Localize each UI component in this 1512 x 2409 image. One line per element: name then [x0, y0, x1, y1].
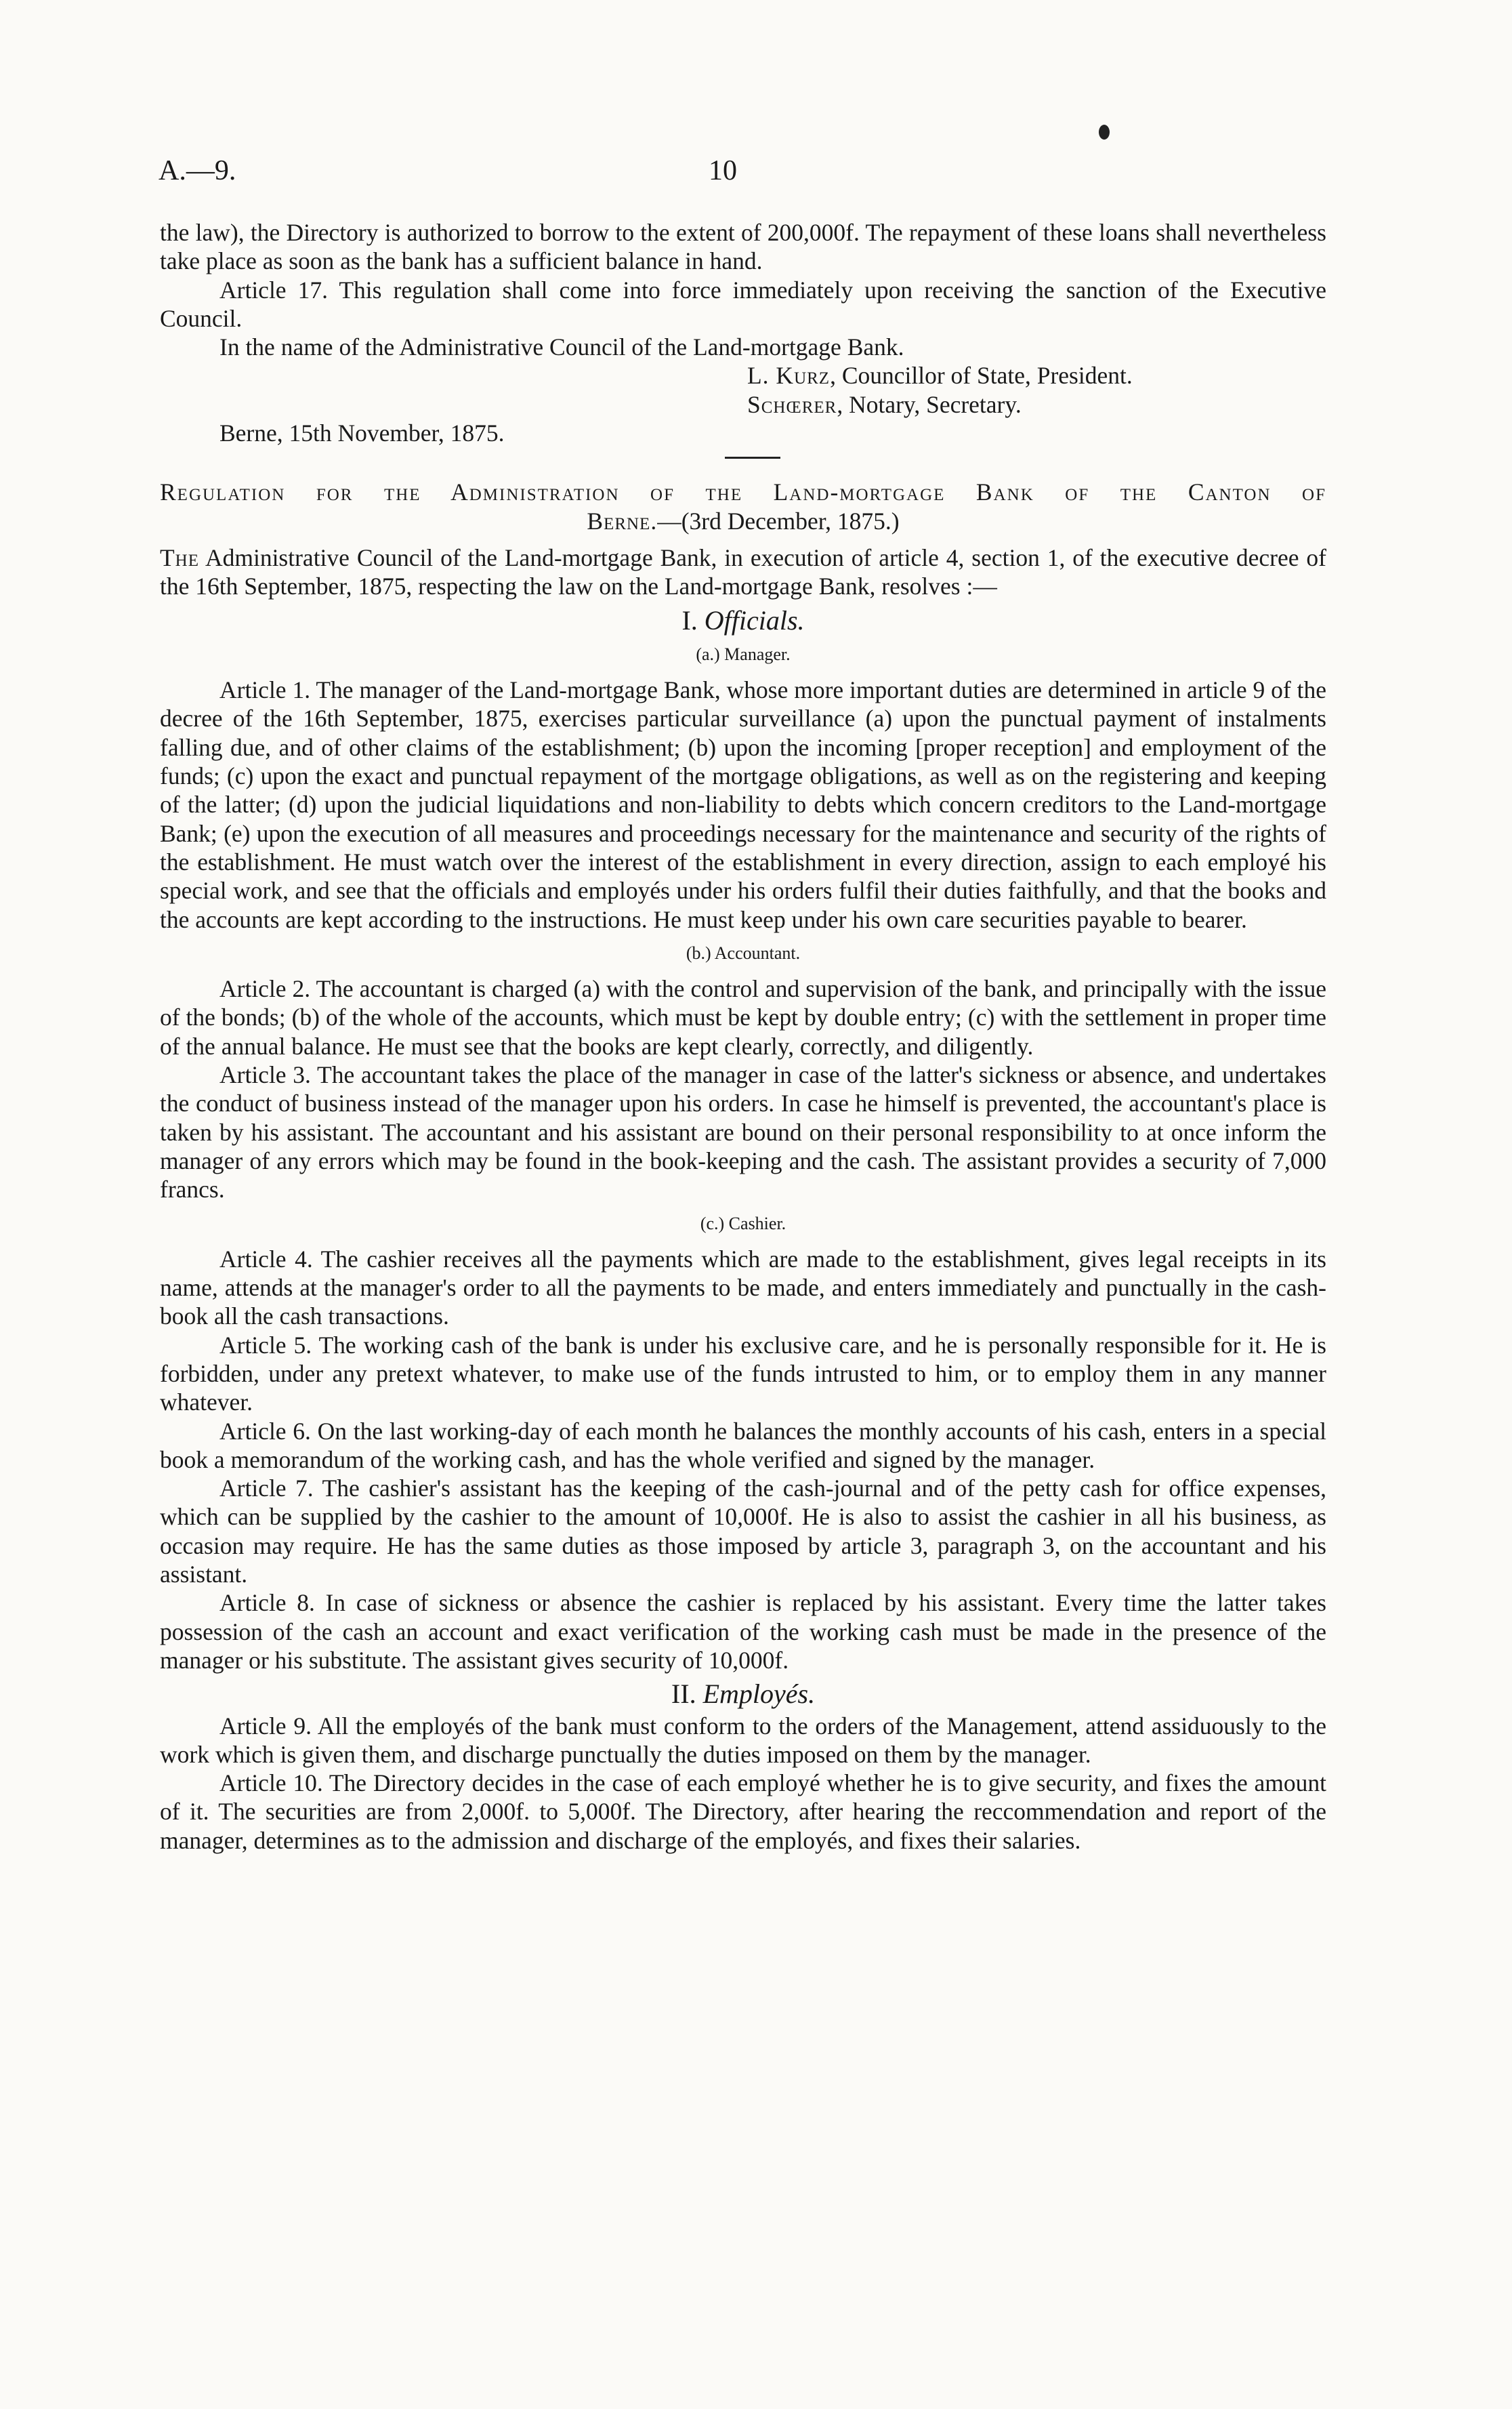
president-name: L. Kurz [747, 362, 831, 390]
regulation-title: Regulation for the Administration of the Land-mortgage Bank of the Canton of [160, 478, 1326, 506]
subheading-accountant: (b.) Accountant. [686, 943, 801, 963]
signature-date: Berne, 15th November, 1875. [219, 419, 505, 447]
signature-president [160, 361, 1326, 390]
regulation-title-canton: Berne. [587, 507, 658, 535]
article-8: Article 8. In case of sickness or absence the cashier is replaced by his assistant. Every time the latter takes possession of the cash an account and exact verification of the working cash must be made in the presence of the manager or his substitute. The assistant gives security of 10,000f. [160, 1589, 1326, 1674]
regulation-title-line2 [160, 507, 1326, 535]
signature-in-the-name: In the name of the Administrative Council of the Land-mortgage Bank. [219, 333, 904, 361]
page-number: 10 [709, 155, 737, 186]
page-body [160, 218, 1326, 1855]
president-title: , Councillor of State, President. [830, 362, 1133, 390]
section-title: Officials. [704, 604, 805, 636]
page-header [159, 155, 1337, 195]
regulation-preamble [160, 543, 1326, 601]
paper-reference: A.—9. [159, 155, 236, 186]
subheading-cashier: (c.) Cashier. [700, 1213, 786, 1233]
article-6: Article 6. On the last working-day of each month he balances the monthly accounts of his cash, enters in a special book a memorandum of the working cash, and has the whole verified and signed by the manager. [160, 1417, 1326, 1473]
article-7: Article 7. The cashier's assistant has the keeping of the cash-journal and of the petty cash for office expenses, which can be supplied by the cashier to the amount of 10,000f. He is also to assist the cashier in all his business, as occasion may require. He has the same duties as those imposed by article 3, paragraph 3, on the accountant and his assistant. [160, 1475, 1326, 1588]
secretary-title: , Notary, Secretary. [837, 390, 1022, 418]
regulation-title-date: —(3rd December, 1875.) [657, 507, 900, 535]
continued-paragraph: the law), the Directory is authorized to borrow to the extent of 200,000f. The repayment of these loans shall nevertheless take place as soon as the bank has a sufficient balance in hand. [160, 219, 1326, 275]
article-4: Article 4. The cashier receives all the payments which are made to the establishment, gives legal receipts in its name, attends at the manager's order to all the payments to be made, and enters immediately and punctually in the cash-book all the cash transactions. [160, 1245, 1326, 1330]
ink-dot [1099, 125, 1110, 140]
section-heading-employes [160, 1680, 1326, 1708]
section-numeral: I. [681, 604, 698, 636]
article-10: Article 10. The Directory decides in the case of each employé whether he is to give security, and fixes the amount of it. The securities are from 2,000f. to 5,000f. The Directory, after hearing the reccommendation and report of the manager, determines as to the admission and discharge of the employés, and fixes their salaries. [160, 1769, 1326, 1854]
section-numeral: II. [671, 1679, 696, 1710]
section-heading-officials [160, 606, 1326, 635]
article-3: Article 3. The accountant takes the place of the manager in case of the latter's sickness or absence, and undertakes the conduct of business instead of the manager upon his orders. In case he himself is prevented, the accountant's place is taken by his assistant. The accountant and his assistant are bound on their personal responsibility to at once inform the manager of any errors which may be found in the book-keeping and the cash. The assistant provides a security of 7,000 francs. [160, 1061, 1326, 1203]
preamble-lead: The [160, 543, 200, 571]
preamble-text: Administrative Council of the Land-mortgage Bank, in execution of article 4, section 1, of the executive decree of the 16th September, 1875, respecting the law on the Land-mortgage Bank, resolves :— [160, 543, 1326, 600]
article-2: Article 2. The accountant is charged (a) with the control and supervision of the bank, and principally with the issue of the bonds; (b) of the whole of the accounts, which must be kept by double entry; (c) with the settlement in proper time of the annual balance. He must see that the books are kept clearly, correctly, and diligently. [160, 975, 1326, 1060]
signature-secretary [160, 390, 1326, 419]
article-9: Article 9. All the employés of the bank must conform to the orders of the Management, attend assiduously to the work which is given them, and discharge punctually the duties imposed on them by the manager. [160, 1712, 1326, 1768]
section-divider [725, 457, 780, 459]
article-5: Article 5. The working cash of the bank is under his exclusive care, and he is personally responsible for it. He is forbidden, under any pretext whatever, to make use of the funds intrusted to him, or to employ them in any manner whatever. [160, 1331, 1326, 1416]
section-title: Employés. [702, 1679, 816, 1710]
secretary-name: Schœrer [747, 390, 837, 418]
article-1: Article 1. The manager of the Land-mortgage Bank, whose more important duties are determined in article 9 of the decree of the 16th September, 1875, exercises particular surveillance (a) upon the punctual payment of instalments falling due, and of other claims of the establishment; (b) upon the incoming [proper reception] and employment of the funds; (c) upon the exact and punctual repayment of the mortgage obligations, as well as on the registering and keeping of the latter; (d) upon the judicial liquidations and non-liability to debts which concern creditors to the Land-mortgage Bank; (e) upon the execution of all measures and proceedings necessary for the maintenance and security of the rights of the establishment. He must watch over the interest of the establishment in every direction, assign to each employé his special work, and see that the officials and employés under his orders fulfil their duties faithfully, and that the books and the accounts are kept according to the instructions. He must keep under his own care securities payable to bearer. [160, 676, 1326, 933]
article-17: Article 17. This regulation shall come into force immediately upon receiving the sanction of the Executive Council. [160, 276, 1326, 332]
subheading-manager: (a.) Manager. [696, 644, 791, 664]
signature-block [160, 333, 1326, 447]
